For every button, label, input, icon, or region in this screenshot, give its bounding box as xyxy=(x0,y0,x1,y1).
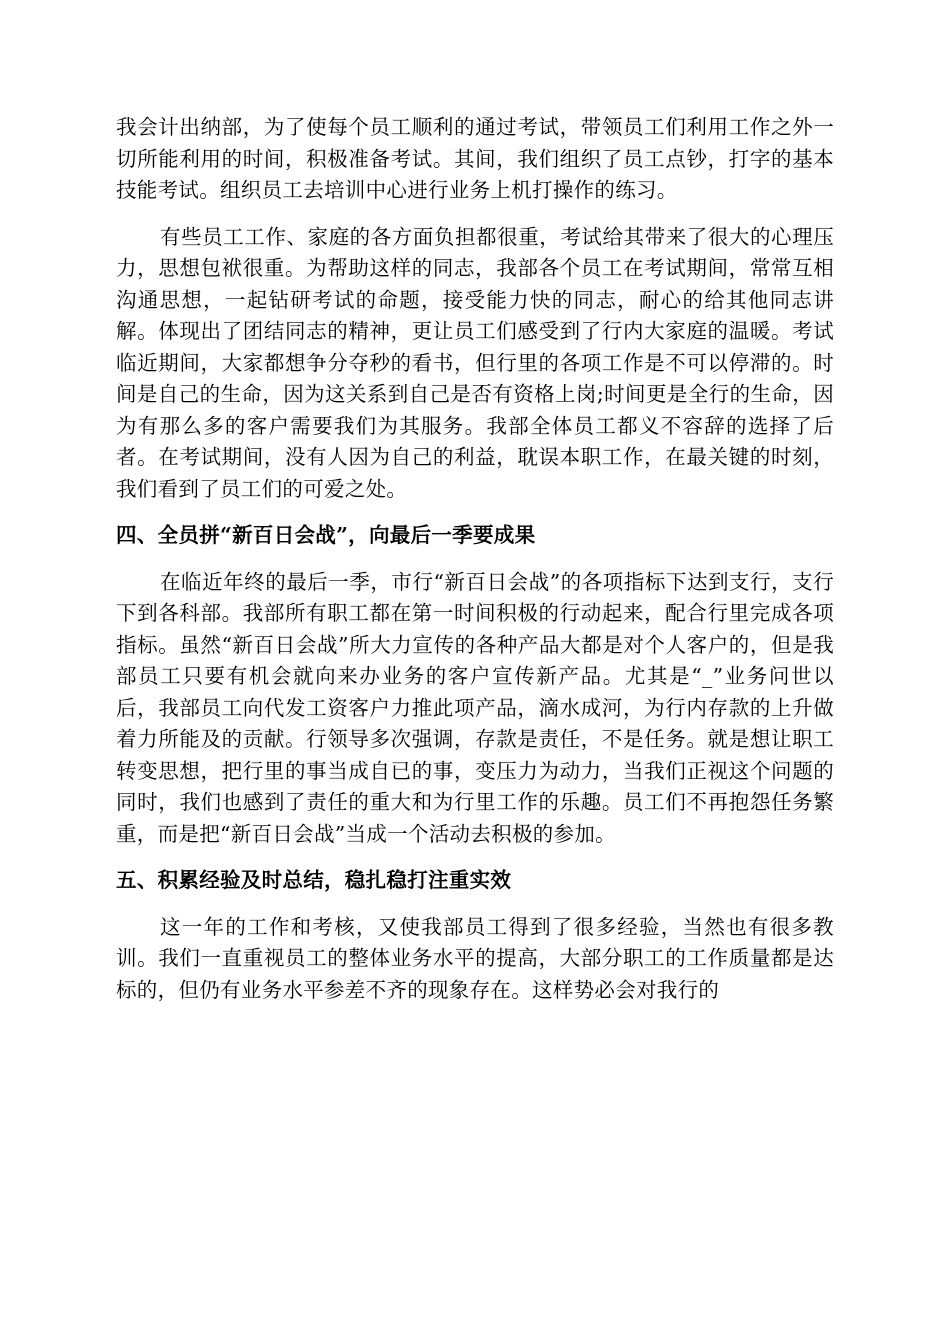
document-page xyxy=(116,112,834,1021)
paragraph-hundred-day-campaign: 在临近年终的最后一季，市行“新百日会战”的各项指标下达到支行，支行下到各科部。我部所有职工都在第一时间积极的行动起来，配合行里完成各项指标。虽然“新百日会战”所大力宣传的各种产品大都是对个人客户的，但是我部员工只要有机会就向来办业务的客户宣传新产品。尤其是“_”业务问世以后，我部员工向代发工资客户力推此项产品，滴水成河，为行内存款的上升做着力所能及的贡献。行领导多次强调，存款是责任，不是任务。就是想让职工转变思想，把行里的事当成自已的事，变压力为动力，当我们正视这个问题的同时，我们也感到了责任的重大和为行里工作的乐趣。员工们不再抱怨任务繁重，而是把“新百日会战”当成一个活动去积极的参加。 xyxy=(116,569,834,846)
paragraph-experience-summary: 这一年的工作和考核，又使我部员工得到了很多经验，当然也有很多教训。我们一直重视员工的整体业务水平的提高，大部分职工的工作质量都是达标的，但仍有业务水平参差不齐的现象存在。这样势必会对我行的 xyxy=(116,914,834,1002)
paragraph-mutual-help: 有些员工工作、家庭的各方面负担都很重，考试给其带来了很大的心理压力，思想包袱很重。为帮助这样的同志，我部各个员工在考试期间，常常互相沟通思想，一起钻研考试的命题，接受能力快的同志，耐心的给其他同志讲解。体现出了团结同志的精神，更让员工们感受到了行内大家庭的温暖。考试临近期间，大家都想争分夺秒的看书，但行里的各项工作是不可以停滞的。时间是自己的生命，因为这关系到自己是否有资格上岗;时间更是全行的生命，因为有那么多的客户需要我们为其服务。我部全体员工都义不容辞的选择了后者。在考试期间，没有人因为自己的利益，耽误本职工作，在最关键的时刻，我们看到了员工们的可爱之处。 xyxy=(116,224,834,501)
section-heading-four: 四、全员拼“新百日会战”，向最后一季要成果 xyxy=(116,523,536,547)
paragraph-exam-preparation: 我会计出纳部，为了使每个员工顺利的通过考试，带领员工们利用工作之外一切所能利用的时间，积极准备考试。其间，我们组织了员工点钞，打字的基本技能考试。组织员工去培训中心进行业务上机打操作的练习。 xyxy=(116,115,834,202)
section-heading-five: 五、积累经验及时总结，稳扎稳打注重实效 xyxy=(116,868,512,892)
